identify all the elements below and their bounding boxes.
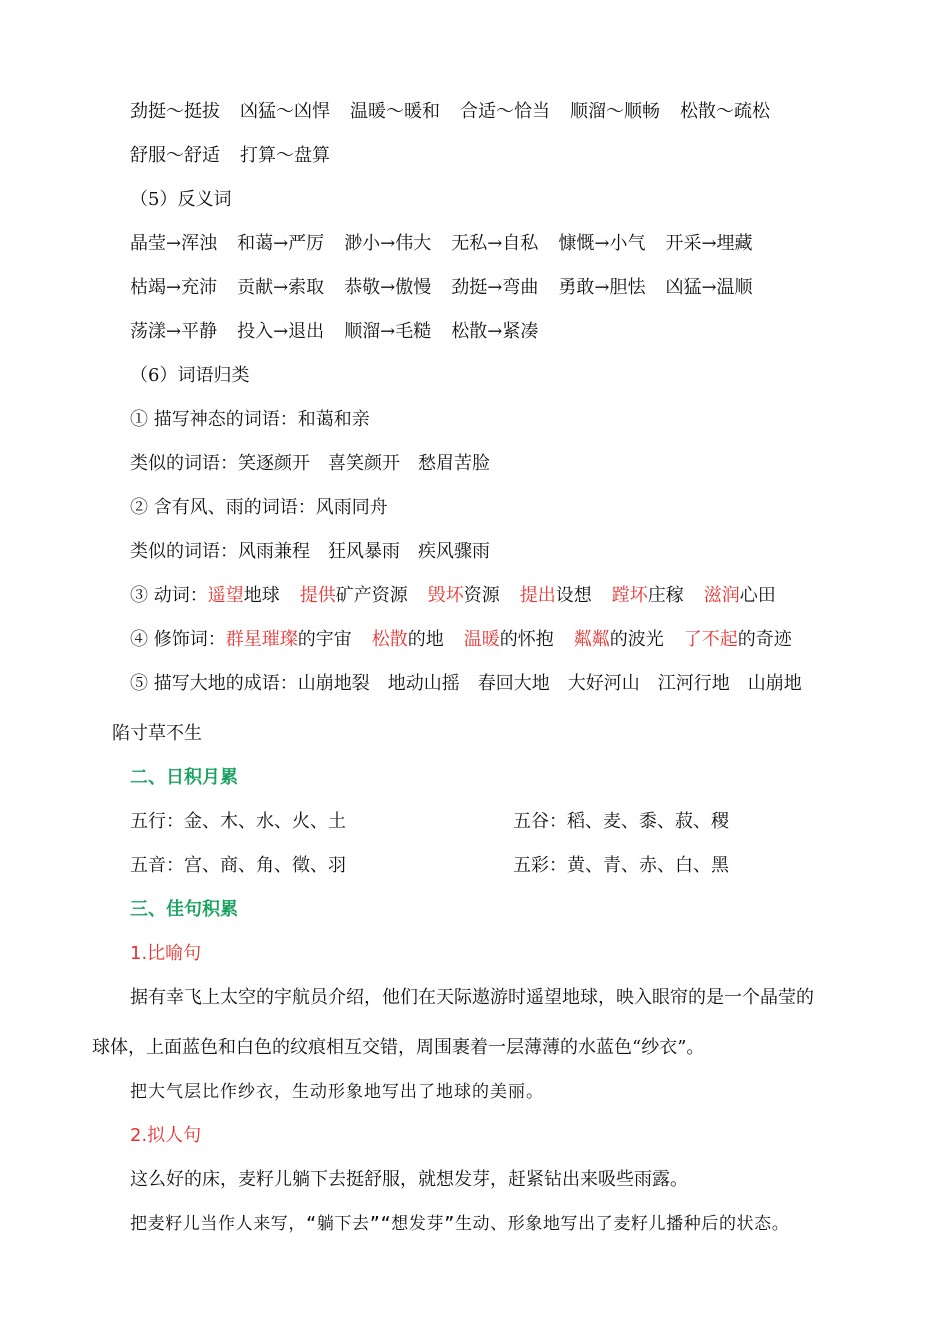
verbs-label: ③ 动词：	[130, 585, 208, 606]
word-pair: 慷慨→小气	[558, 233, 646, 254]
synonym-row-2	[130, 144, 330, 168]
verb-object: 资源	[463, 585, 500, 606]
five-elements: 五行：金、木、水、火、土	[130, 811, 346, 832]
word-pair: 枯竭→充沛	[130, 277, 218, 298]
verb-object: 矿产资源	[335, 585, 408, 606]
word-pair: 渺小→伟大	[344, 233, 432, 254]
word-pair: 恭敬→傲慢	[344, 277, 432, 298]
word-pair: 无私→自私	[451, 233, 539, 254]
metaphor-sentence-line-1: 据有幸飞上太空的宇航员介绍，他们在天际遨游时遥望地球，映入眼帘的是一个晶莹的	[130, 987, 814, 1008]
earth-idioms-line-2: 陷寸草不生	[112, 723, 202, 744]
antonym-row-2	[130, 276, 753, 300]
subheading-personification: 2.拟人句	[130, 1125, 202, 1146]
antonym-row-3	[130, 320, 538, 344]
word-pair: 贡献→索取	[237, 277, 325, 298]
verbs-line	[130, 584, 776, 608]
modifier: 群星璀璨	[225, 629, 298, 650]
expression-words: ① 描写神态的词语：和蔼和亲	[130, 409, 370, 430]
word-pair: 凶猛→温顺	[665, 277, 753, 298]
verb-object: 心田	[739, 585, 776, 606]
antonyms-heading: （5）反义词	[130, 189, 232, 210]
modified-noun: 的怀抱	[499, 629, 554, 650]
verb-object: 庄稼	[647, 585, 684, 606]
verb-object: 设想	[555, 585, 592, 606]
verb: 毁坏	[427, 585, 464, 606]
word-pair: 凶猛～凶悍	[240, 101, 330, 122]
modifier: 了不起	[683, 629, 738, 650]
section-heading-fine-sentences: 三、佳句积累	[130, 899, 238, 920]
modifiers-label: ④ 修饰词：	[130, 629, 226, 650]
similar-words-1: 类似的词语：笑逐颜开 喜笑颜开 愁眉苦脸	[130, 453, 490, 474]
word-pair: 舒服～舒适	[130, 145, 220, 166]
modifier: 粼粼	[573, 629, 610, 650]
synonym-row-1	[130, 100, 770, 124]
word-pair: 劲挺～挺拔	[130, 101, 220, 122]
modified-noun: 的宇宙	[297, 629, 352, 650]
modifier: 松散	[371, 629, 408, 650]
metaphor-note: 把大气层比作纱衣，生动形象地写出了地球的美丽。	[130, 1082, 544, 1102]
word-pair: 温暖～暖和	[350, 101, 440, 122]
word-pair: 松散～疏松	[680, 101, 770, 122]
verb-object: 地球	[243, 585, 280, 606]
similar-words-2: 类似的词语：风雨兼程 狂风暴雨 疾风骤雨	[130, 541, 490, 562]
word-pair: 和蔼→严厉	[237, 233, 325, 254]
metaphor-sentence-line-2: 球体，上面蓝色和白色的纹痕相互交错，周围裹着一层薄薄的水蓝色“纱衣”。	[92, 1037, 705, 1058]
word-pair: 松散→紧凑	[451, 321, 539, 342]
modifier: 温暖	[463, 629, 500, 650]
five-tones: 五音：宫、商、角、徵、羽	[130, 855, 346, 876]
verb: 遥望	[207, 585, 244, 606]
verb: 蹚坏	[611, 585, 648, 606]
word-pair: 开采→埋藏	[665, 233, 753, 254]
modified-noun: 的奇迹	[737, 629, 792, 650]
modified-noun: 的波光	[609, 629, 664, 650]
word-pair: 荡漾→平静	[130, 321, 218, 342]
antonym-row-1	[130, 232, 753, 256]
personification-sentence: 这么好的床，麦籽儿躺下去挺舒服，就想发芽，赶紧钻出来吸些雨露。	[130, 1169, 688, 1190]
wind-rain-words: ② 含有风、雨的词语：风雨同舟	[130, 497, 388, 518]
verb: 提供	[299, 585, 336, 606]
personification-note: 把麦籽儿当作人来写，“躺下去”“想发芽”生动、形象地写出了麦籽儿播种后的状态。	[130, 1214, 790, 1234]
five-colors: 五彩：黄、青、赤、白、黑	[513, 855, 729, 876]
word-pair: 劲挺→弯曲	[451, 277, 539, 298]
verb: 提出	[519, 585, 556, 606]
word-pair: 顺溜～顺畅	[570, 101, 660, 122]
verb: 滋润	[703, 585, 740, 606]
modified-noun: 的地	[407, 629, 444, 650]
subheading-metaphor: 1.比喻句	[130, 943, 202, 964]
word-pair: 晶莹→浑浊	[130, 233, 218, 254]
modifiers-line	[130, 628, 792, 652]
five-grains: 五谷：稻、麦、黍、菽、稷	[513, 811, 729, 832]
word-pair: 顺溜→毛糙	[344, 321, 432, 342]
classification-heading: （6）词语归类	[130, 365, 250, 386]
word-pair: 合适～恰当	[460, 101, 550, 122]
word-pair: 勇敢→胆怯	[558, 277, 646, 298]
word-pair: 打算～盘算	[240, 145, 330, 166]
section-heading-daily-accumulation: 二、日积月累	[130, 767, 238, 788]
word-pair: 投入→退出	[237, 321, 325, 342]
earth-idioms-line-1: ⑤ 描写大地的成语：山崩地裂 地动山摇 春回大地 大好河山 江河行地 山崩地	[130, 673, 802, 694]
